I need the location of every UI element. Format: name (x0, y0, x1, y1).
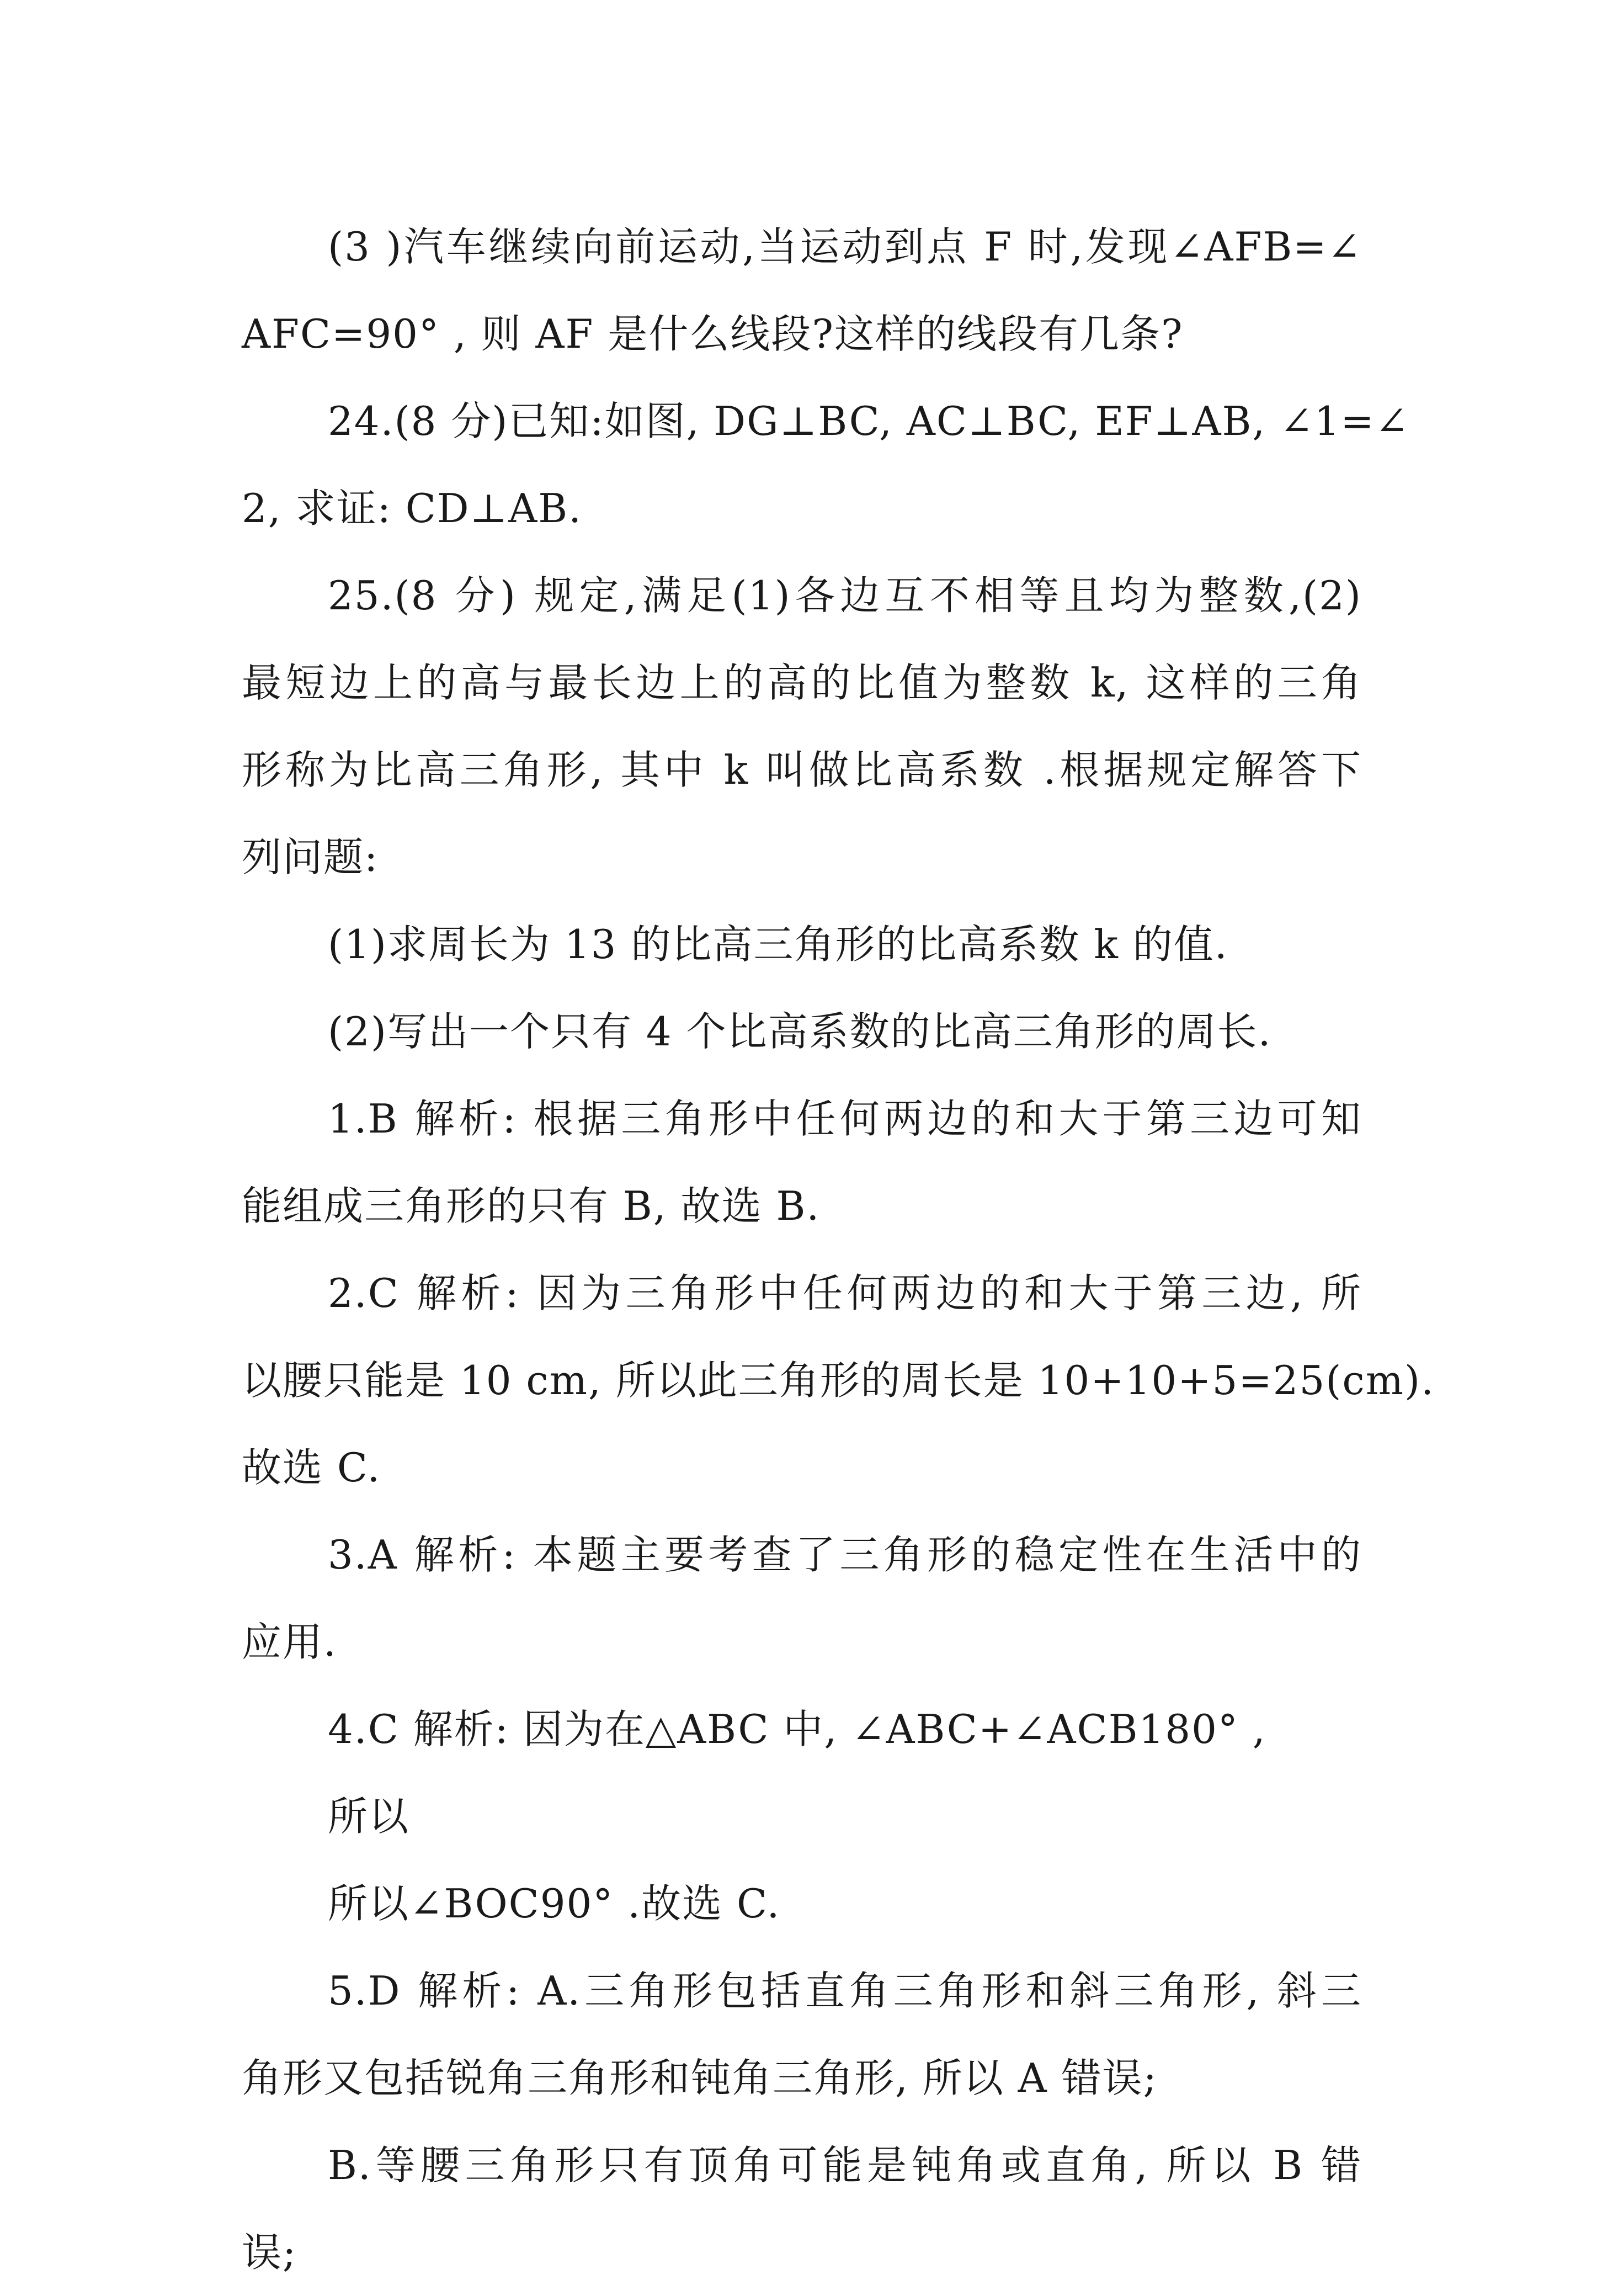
text-line: 最短边上的高与最长边上的高的比值为整数 k, 这样的三角 (242, 660, 1362, 706)
text-line: 2.C 解析: 因为三角形中任何两边的和大于第三边, 所 (328, 1270, 1362, 1316)
text-line: AFC=90° , 则 AF 是什么线段?这样的线段有几条? (242, 311, 1184, 357)
text-line: 2, 求证: CD⊥AB. (242, 485, 583, 532)
text-line: 5.D 解析: A.三角形包括直角三角形和斜三角形, 斜三 (328, 1968, 1362, 2014)
text-line: (2)写出一个只有 4 个比高系数的比高三角形的周长. (328, 1008, 1272, 1055)
document-body (242, 203, 1435, 2296)
text-line: 以腰只能是 10 cm, 所以此三角形的周长是 10+10+5=25(cm). (242, 1357, 1435, 1404)
text-line: 1.B 解析: 根据三角形中任何两边的和大于第三边可知 (328, 1096, 1362, 1142)
text-line: 所以∠BOC90° .故选 C. (328, 1880, 781, 1927)
text-line: 4.C 解析: 因为在△ABC 中, ∠ABC+∠ACB180° , (328, 1706, 1266, 1752)
text-line: (3 )汽车继续向前运动,当运动到点 F 时,发现∠AFB=∠ (328, 224, 1362, 270)
text-line: 角形又包括锐角三角形和钝角三角形, 所以 A 错误; (242, 2055, 1158, 2101)
text-line: 25.(8 分) 规定,满足(1)各边互不相等且均为整数,(2) (328, 572, 1362, 619)
text-line: 形称为比高三角形, 其中 k 叫做比高系数 .根据规定解答下 (242, 747, 1362, 793)
text-line: 能组成三角形的只有 B, 故选 B. (242, 1183, 821, 1229)
text-line: (1)求周长为 13 的比高三角形的比高系数 k 的值. (328, 921, 1228, 968)
text-line: 24.(8 分)已知:如图, DG⊥BC, AC⊥BC, EF⊥AB, ∠1=∠ (328, 398, 1409, 444)
text-line: 故选 C. (242, 1444, 381, 1491)
text-line: B.等腰三角形只有顶角可能是钝角或直角, 所以 B 错 (328, 2142, 1362, 2188)
text-line: 3.A 解析: 本题主要考查了三角形的稳定性在生活中的 (328, 1532, 1362, 1578)
text-line: 应用. (242, 1619, 337, 1665)
text-line: 误; (242, 2229, 297, 2276)
text-line: 所以 (328, 1793, 410, 1840)
text-line: 列问题: (242, 834, 379, 880)
